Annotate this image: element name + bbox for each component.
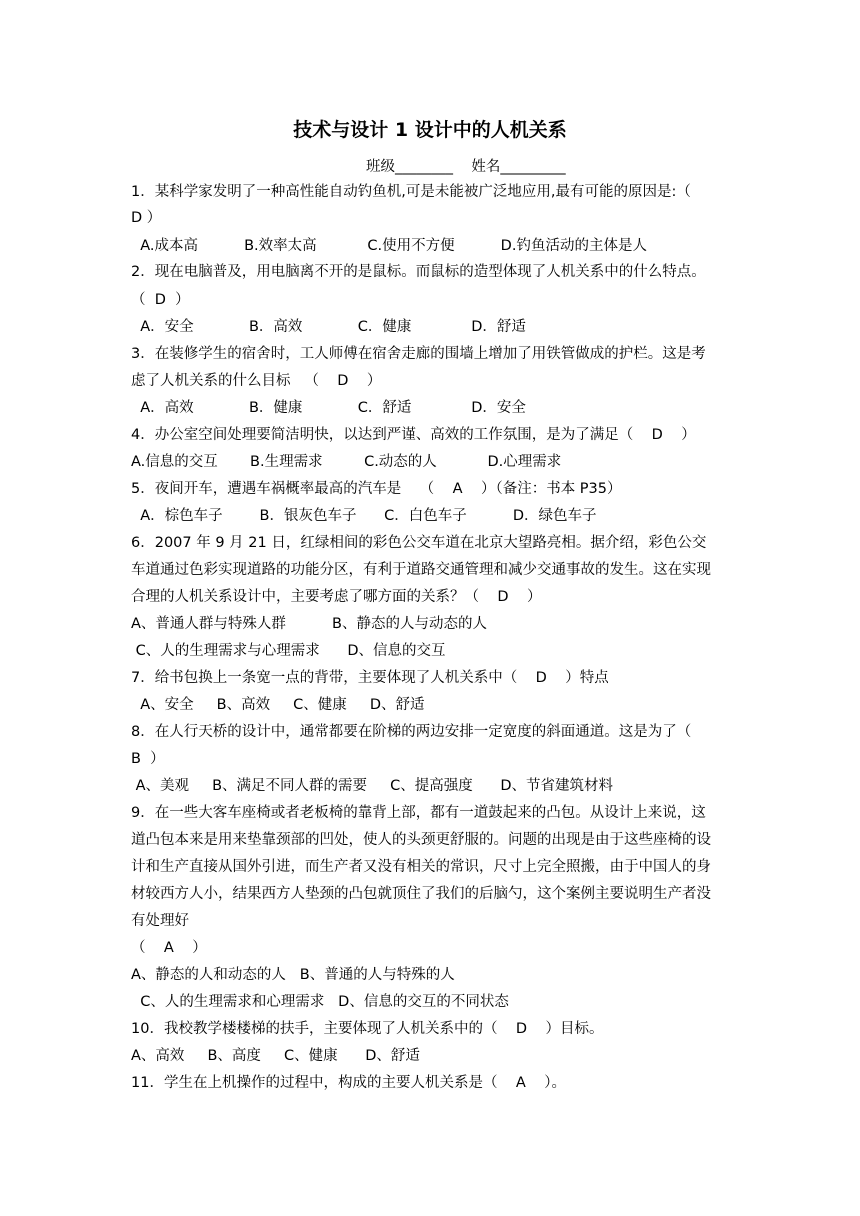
document-line: 4．办公室空间处理要简洁明快，以达到严谨、高效的工作氛围，是为了满足（ D ）: [131, 427, 696, 443]
document-line: 9．在一些大客车座椅或者老板椅的靠背上部，都有一道鼓起来的凸包。从设计上来说，这: [131, 805, 706, 821]
document-line: 3．在装修学生的宿舍时，工人师傅在宿舍走廊的围墙上增加了用铁管做成的护栏。这是考: [131, 346, 706, 362]
document-line: 虑了人机关系的什么目标 （ D ）: [131, 373, 382, 389]
document-line: A、高效 B、高度 C、健康 D、舒适: [131, 1048, 420, 1064]
document-line: A．高效 B．健康 C．舒适 D．安全: [131, 400, 526, 416]
document-line: 1．某科学家发明了一种高性能自动钓鱼机,可是未能被广泛地应用,最有可能的原因是:（: [131, 184, 691, 200]
document-line: 计和生产直接从国外引进，而生产者又没有相关的常识，尺寸上完全照搬，由于中国人的身: [131, 859, 711, 875]
document-line: 5．夜间开车，遭遇车祸概率最高的汽车是 （ A ）（备注：书本 P35）: [131, 481, 622, 497]
document-line: （ D ）: [131, 292, 190, 308]
document-line: A、美观 B、满足不同人群的需要 C、提高强度 D、节省建筑材料: [131, 778, 614, 794]
document-line: 道凸包本来是用来垫靠颈部的凹处，使人的头颈更舒服的。问题的出现是由于这些座椅的设: [131, 832, 711, 848]
document-line: 10．我校教学楼楼梯的扶手，主要体现了人机关系中的（ D ）目标。: [131, 1021, 604, 1037]
document-line: 车道通过色彩实现道路的功能分区，有利于道路交通管理和减少交通事故的发生。这在实现: [131, 562, 711, 578]
document-line: （ A ）: [131, 940, 207, 956]
document-line: C、人的生理需求与心理需求 D、信息的交互: [131, 643, 446, 659]
document-line: 2．现在电脑普及，用电脑离不开的是鼠标。而鼠标的造型体现了人机关系中的什么特点。: [131, 264, 706, 280]
document-line: 7．给书包换上一条宽一点的背带，主要体现了人机关系中（ D ）特点: [131, 670, 609, 686]
document-line: A．安全 B．高效 C．健康 D．舒适: [131, 319, 526, 335]
document-title: 技术与设计 1 设计中的人机关系: [293, 119, 567, 141]
document-line: A、安全 B、高效 C、健康 D、舒适: [131, 697, 425, 713]
document-line: A.信息的交互 B.生理需求 C.动态的人 D.心理需求: [131, 454, 562, 470]
document-line: C、人的生理需求和心理需求 D、信息的交互的不同状态: [131, 994, 509, 1010]
document-line: A.成本高 B.效率太高 C.使用不方便 D.钓鱼活动的主体是人: [131, 238, 647, 254]
document-line: B ）: [131, 751, 165, 767]
document-line: A、普通人群与特殊人群 B、静态的人与动态的人: [131, 616, 487, 632]
document-line: A．棕色车子 B．银灰色车子 C．白色车子 D．绿色车子: [131, 508, 597, 524]
document-line: A、静态的人和动态的人 B、普通的人与特殊的人: [131, 967, 455, 983]
document-line: 11．学生在上机操作的过程中，构成的主要人机关系是（ A ）。: [131, 1075, 566, 1091]
document-line: 8．在人行天桥的设计中，通常都要在阶梯的两边安排一定宽度的斜面通道。这是为了（: [131, 724, 692, 740]
document-line: 合理的人机关系设计中，主要考虑了哪方面的关系？（ D ）: [131, 589, 542, 605]
document-line: D ）: [131, 210, 162, 226]
class-name-line: 班级________ 姓名_________: [366, 159, 566, 175]
document-line: 材较西方人小，结果西方人垫颈的凸包就顶住了我们的后脑勺，这个案例主要说明生产者没: [131, 886, 711, 902]
document-line: 有处理好: [131, 913, 189, 929]
document-line: 6．2007 年 9 月 21 日，红绿相间的彩色公交车道在北京大望路亮相。据介绍，彩色公交: [131, 535, 707, 551]
